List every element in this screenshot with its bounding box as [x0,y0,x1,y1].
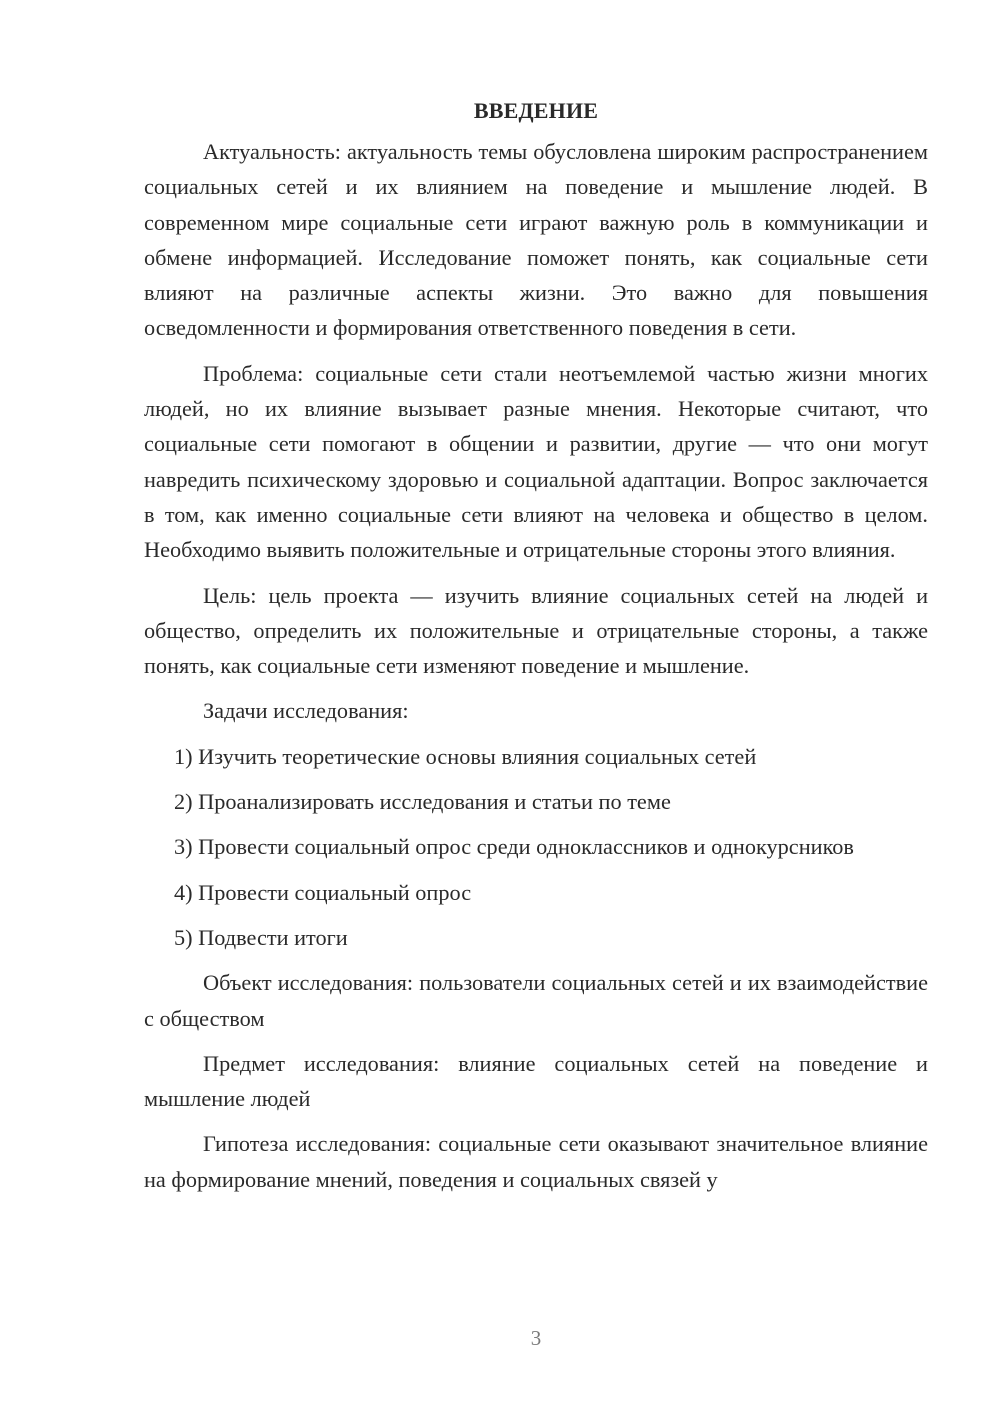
paragraph-hypothesis: Гипотеза исследования: социальные сети оказывают значительное влияние на формирование мнений, поведения и социальных связей у [144,1131,928,1192]
paragraph-subject: Предмет исследования: влияние социальных сетей на поведение и мышление людей [144,1050,928,1112]
task-item-5: 5) Подвести итоги [174,924,348,950]
paragraph-tasks-heading: Задачи исследования: [203,698,409,724]
paragraph-relevance: Актуальность: актуальность темы обусловлена широким распространением социальных сетей и их влиянием на поведение и мышление людей. В современном мире социальные сети играют важную роль в коммуникации и обмене информацией. Исследование поможет понять, как социальные сети влияют на различные аспекты жизни. Это важно для повышения осведомленности и формирования ответственного поведения в сети. [144,139,928,341]
page-number: 3 [530,1326,542,1350]
task-item-1: 1) Изучить теоретические основы влияния социальных сетей [174,743,757,769]
section-title: ВВЕДЕНИЕ [473,98,599,123]
document-body [144,93,928,1207]
paragraph-object: Объект исследования: пользователи социальных сетей и их взаимодействие с обществом [144,970,928,1031]
paragraph-problem: Проблема: социальные сети стали неотъемлемой частью жизни многих людей, но их влияние вызывает разные мнения. Некоторые считают, что социальные сети помогают в общении и развитии, другие — что они могут навредить психическому здоровью и социальной адаптации. Вопрос заключается в том, как именно социальные сети влияют на человека и общество в целом. Необходимо выявить положительные и отрицательные стороны этого влияния. [144,360,928,563]
task-item-3: 3) Провести социальный опрос среди одноклассников и однокурсников [174,834,854,860]
task-item-2: 2) Проанализировать исследования и статьи по теме [174,789,671,815]
task-item-4: 4) Провести социальный опрос [174,879,472,905]
paragraph-goal: Цель: цель проекта — изучить влияние социальных сетей на людей и общество, определить их положительные и отрицательные стороны, а также понять, как социальные сети изменяют поведение и мышление. [144,582,928,679]
